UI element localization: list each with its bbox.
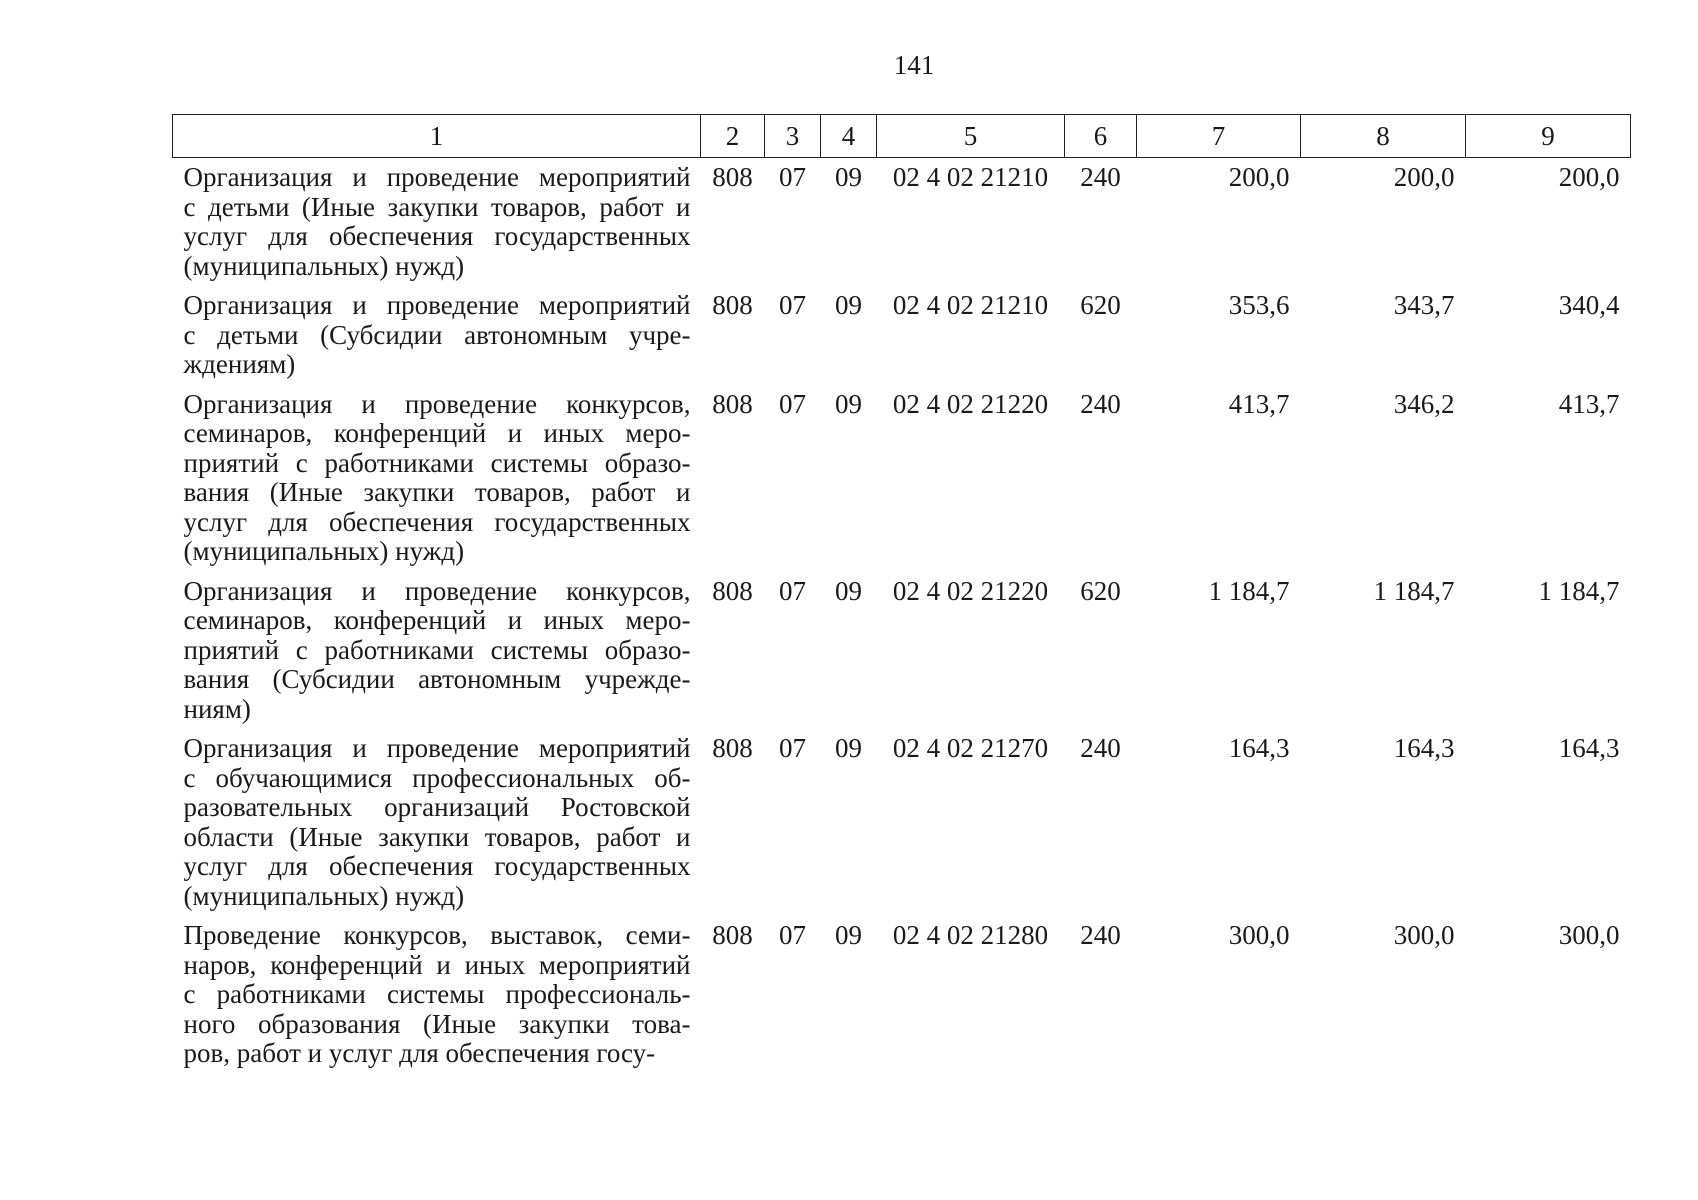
cell-amount-col8: 343,7: [1393, 290, 1455, 320]
cell-subsection-code: 09: [835, 575, 862, 606]
header-row: [173, 115, 1631, 158]
budget-table-container: [172, 114, 1630, 1074]
cell-expense-type: 620: [1080, 575, 1121, 606]
budget-table: [172, 114, 1631, 1074]
cell-amount-col8: 200,0: [1393, 162, 1455, 192]
cell-expense-type: 240: [1080, 162, 1121, 192]
table-header: [173, 115, 1631, 158]
cell-section-code: 07: [779, 575, 806, 606]
cell-amount-col9: 200,0: [1558, 162, 1620, 192]
table-body: [173, 158, 1631, 1074]
description-line: семинаров, конференций и иных меро-: [183, 418, 691, 448]
cell-target-article: 02 4 02 21280: [892, 920, 1049, 950]
cell-ministry-code: 808: [712, 290, 753, 320]
description-line: (муниципальных) нужд): [183, 250, 465, 281]
cell-ministry-code: 808: [712, 575, 753, 606]
description-line: услуг для обеспечения государственных: [183, 221, 691, 251]
cell-amount-col7: 200,0: [1228, 162, 1290, 192]
header-col-8: 8: [1301, 115, 1466, 158]
description-line: Организация и проведение конкурсов,: [183, 388, 691, 419]
row-description: [173, 158, 701, 287]
description-line: приятий с работниками системы образо-: [183, 447, 691, 478]
description-line: с работниками системы профессиональ-: [183, 979, 691, 1009]
table-row: [173, 916, 1631, 1074]
cell-amount-col7: 353,6: [1228, 290, 1290, 320]
cell-target-article: 02 4 02 21220: [892, 575, 1049, 606]
cell-amount-col7: 1 184,7: [1208, 575, 1290, 606]
cell-amount-col9: 164,3: [1558, 733, 1620, 763]
cell-amount-col8: 346,2: [1393, 388, 1455, 419]
description-line: вания (Иные закупки товаров, работ и: [183, 477, 691, 507]
table-row: [173, 572, 1631, 730]
cell-subsection-code: 09: [835, 920, 862, 950]
header-col-2: 2: [701, 115, 765, 158]
description-line: семинаров, конференций и иных меро-: [183, 605, 691, 635]
cell-target-article: 02 4 02 21210: [892, 290, 1049, 320]
table-row: [173, 158, 1631, 287]
description-line: с детьми (Иные закупки товаров, работ и: [183, 191, 691, 222]
cell-expense-type: 240: [1080, 733, 1121, 763]
header-col-3: 3: [765, 115, 821, 158]
table-row: [173, 286, 1631, 385]
cell-target-article: 02 4 02 21270: [892, 733, 1049, 763]
description-line: Организация и проведение конкурсов,: [183, 575, 691, 606]
description-line: Организация и проведение мероприятий: [183, 733, 691, 763]
description-line: (муниципальных) нужд): [183, 880, 465, 911]
header-col-5: 5: [877, 115, 1065, 158]
cell-amount-col7: 164,3: [1228, 733, 1290, 763]
cell-ministry-code: 808: [712, 733, 753, 763]
description-line: наров, конференций и иных мероприятий: [183, 949, 691, 980]
cell-amount-col7: 413,7: [1228, 388, 1290, 419]
description-line: с обучающимися профессиональных об-: [183, 762, 691, 793]
description-line: услуг для обеспечения государственных: [183, 851, 691, 881]
table-row: [173, 729, 1631, 916]
description-line: услуг для обеспечения государственных: [183, 506, 691, 537]
description-line: ров, работ и услуг для обеспечения госу-: [183, 1038, 656, 1068]
description-line: Организация и проведение мероприятий: [183, 162, 691, 192]
cell-amount-col8: 1 184,7: [1373, 575, 1455, 606]
header-col-7: 7: [1137, 115, 1301, 158]
cell-section-code: 07: [779, 290, 806, 320]
cell-amount-col9: 340,4: [1558, 290, 1620, 320]
description-line: с детьми (Субсидии автономным учре-: [183, 319, 691, 350]
description-line: ного образования (Иные закупки това-: [183, 1008, 691, 1039]
header-col-6: 6: [1065, 115, 1137, 158]
cell-amount-col7: 300,0: [1228, 920, 1290, 950]
description-line: вания (Субсидии автономным учрежде-: [183, 664, 691, 694]
cell-section-code: 07: [779, 920, 806, 950]
description-line: приятий с работниками системы образо-: [183, 634, 691, 665]
cell-subsection-code: 09: [835, 162, 862, 192]
table-row: [173, 385, 1631, 572]
row-description: [173, 572, 701, 730]
cell-target-article: 02 4 02 21220: [892, 388, 1049, 419]
cell-expense-type: 240: [1080, 388, 1121, 419]
cell-subsection-code: 09: [835, 290, 862, 320]
description-line: ждениям): [183, 349, 296, 379]
row-description: [173, 729, 701, 916]
description-line: области (Иные закупки товаров, работ и: [183, 821, 691, 852]
row-description: [173, 916, 701, 1074]
cell-subsection-code: 09: [835, 388, 862, 419]
description-line: Проведение конкурсов, выставок, семи-: [183, 920, 691, 950]
cell-target-article: 02 4 02 21210: [892, 162, 1049, 192]
cell-ministry-code: 808: [712, 162, 753, 192]
header-col-9: 9: [1466, 115, 1631, 158]
cell-section-code: 07: [779, 162, 806, 192]
cell-amount-col9: 1 184,7: [1538, 575, 1620, 606]
cell-amount-col9: 413,7: [1558, 388, 1620, 419]
header-col-1: 1: [173, 115, 701, 158]
cell-subsection-code: 09: [835, 733, 862, 763]
cell-amount-col9: 300,0: [1558, 920, 1620, 950]
description-line: (муниципальных) нужд): [183, 536, 465, 566]
cell-amount-col8: 164,3: [1393, 733, 1455, 763]
description-line: Организация и проведение мероприятий: [183, 290, 691, 320]
cell-ministry-code: 808: [712, 388, 753, 419]
page-number: 141: [893, 50, 935, 80]
description-line: разовательных организаций Ростовской: [183, 792, 691, 822]
header-col-4: 4: [821, 115, 877, 158]
cell-section-code: 07: [779, 388, 806, 419]
row-description: [173, 286, 701, 385]
cell-expense-type: 620: [1080, 290, 1121, 320]
cell-amount-col8: 300,0: [1393, 920, 1455, 950]
cell-section-code: 07: [779, 733, 806, 763]
cell-expense-type: 240: [1080, 920, 1121, 950]
cell-ministry-code: 808: [712, 920, 753, 950]
description-line: ниям): [183, 693, 251, 724]
row-description: [173, 385, 701, 572]
